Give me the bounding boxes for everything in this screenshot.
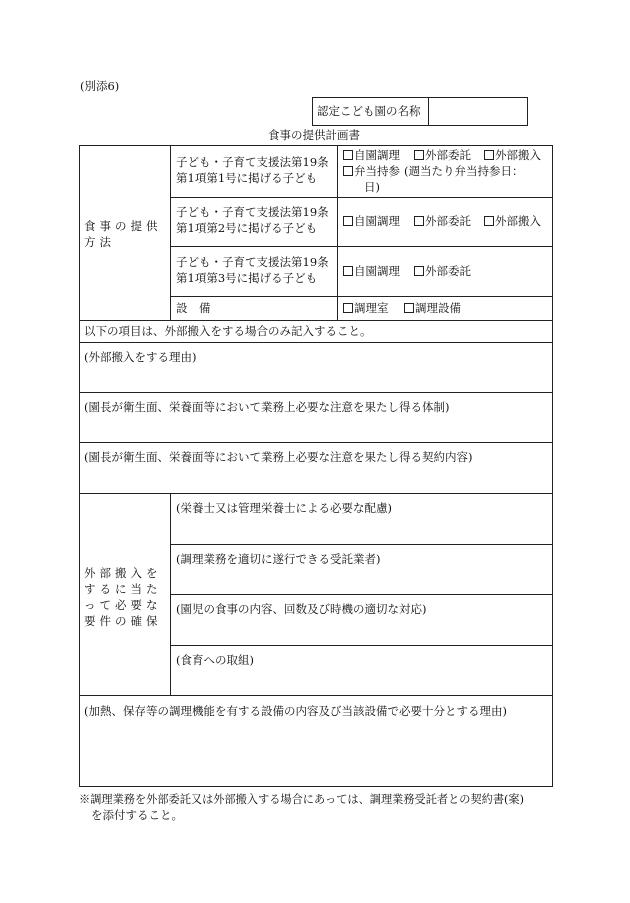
external-only-note: 以下の項目は、外部搬入をする場合のみ記入すること。 [84,324,372,338]
checkbox-icon [414,150,424,160]
method-label: 食事の提供方法 [84,219,162,249]
category-3-line1: 子ども・子育て支援法第19条 [176,255,329,269]
checkbox-icon [414,266,424,276]
col-divider-2 [337,145,338,320]
checkbox-icon [484,216,494,226]
row-divider [79,342,553,343]
option-row1-outsource[interactable]: 外部委託 [414,148,471,163]
option-row1-external-delivery[interactable]: 外部搬入 [484,148,541,163]
req-meal-content: (園児の食事の内容、回数及び時機の適切な対応) [176,602,427,616]
option-kitchen[interactable]: 調理室 [343,301,389,316]
category-2-line1: 子ども・子育て支援法第19条 [176,205,329,219]
checkbox-icon [484,150,494,160]
req-food-education: (食育への取組) [176,653,254,667]
footnote-line2: を添付すること。 [91,808,183,822]
reason-field-label: (外部搬入をする理由) [84,350,197,364]
col-divider-1 [170,145,171,320]
row-divider [79,493,553,494]
row-divider [170,197,553,198]
option-row3-self-cook[interactable]: 自園調理 [343,264,400,279]
req-contractor: (調理業務を適切に遂行できる受託業者) [176,552,381,566]
option-row2-self-cook[interactable]: 自園調理 [343,214,400,229]
row-divider [79,695,553,696]
requirements-label: 外部搬入をするに当たって必要な要件の確保 [84,566,162,628]
equipment-reason-field-label: (加熱、保存等の調理機能を有する設備の内容及び当該設備で必要十分とする理由) [84,704,507,718]
facility-name-label-cell [312,97,429,126]
checkbox-icon [343,266,353,276]
facility-name-input[interactable] [428,97,528,126]
row-divider [79,320,553,321]
category-3-line2: 第1項第3号に掲げる子ども [176,271,318,285]
category-2-line2: 第1項第2号に掲げる子ども [176,221,318,235]
attachment-label: (別添6) [80,79,120,93]
hygiene-system-field-label: (園長が衛生面、栄養面等において業務上必要な注意を果たし得る体制) [84,400,450,414]
bento-days-note-end: 日) [364,180,380,194]
req-nutritionist: (栄養士又は管理栄養士による必要な配慮) [176,501,392,515]
option-row3-outsource[interactable]: 外部委託 [414,264,471,279]
checkbox-icon [404,303,414,313]
checkbox-icon [343,166,353,176]
bento-days-note: (週当たり弁当持参日： [404,164,524,178]
option-cooking-equipment[interactable]: 調理設備 [404,301,461,316]
option-row1-bento[interactable]: 弁当持参 [343,164,400,179]
row-divider [170,296,553,297]
checkbox-icon [414,216,424,226]
option-row2-outsource[interactable]: 外部委託 [414,214,471,229]
row-divider [79,442,553,443]
hygiene-contract-field-label: (園長が衛生面、栄養面等において業務上必要な注意を果たし得る契約内容) [84,450,473,464]
footnote-line1: ※調理業務を外部委託又は外部搬入する場合にあっては、調理業務受託者との契約書(案) [79,793,524,806]
checkbox-icon [343,150,353,160]
option-row2-external-delivery[interactable]: 外部搬入 [484,214,541,229]
equipment-label: 設 備 [176,301,211,315]
row-divider [170,594,553,595]
option-row1-self-cook[interactable]: 自園調理 [343,148,400,163]
row-divider [170,544,553,545]
page-title: 食事の提供計画書 [268,128,360,142]
checkbox-icon [343,216,353,226]
category-1-line1: 子ども・子育て支援法第19条 [176,155,329,169]
category-1-line2: 第1項第1号に掲げる子ども [176,171,318,185]
checkbox-icon [343,303,353,313]
facility-name-label: 認定こども園の名称 [317,104,421,118]
row-divider [170,246,553,247]
row-divider [79,392,553,393]
row-divider [170,645,553,646]
